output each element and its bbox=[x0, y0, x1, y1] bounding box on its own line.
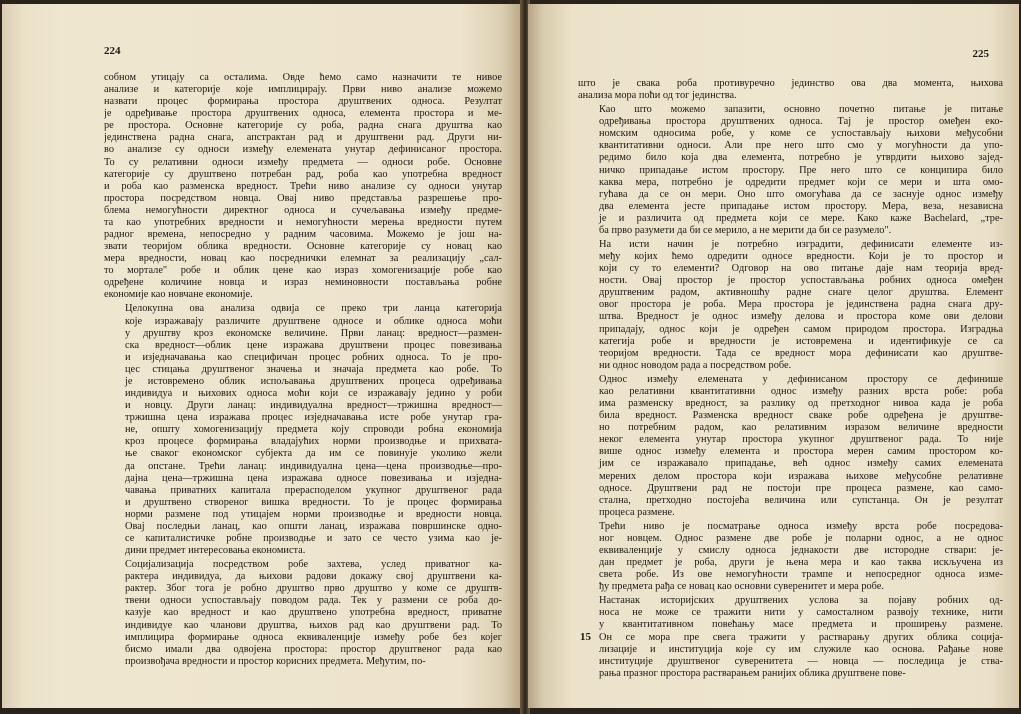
paragraph bbox=[578, 595, 1003, 680]
text-line: више однос између елемента и простора мерен самим простором ко- bbox=[599, 446, 1003, 458]
text-line: које изражавају различите друштвене односе и облике односа моћи bbox=[125, 315, 502, 327]
text-line: Као што можемо запазити, основно почетно питање је питање bbox=[599, 104, 1003, 116]
text-line: ног новцем. Однос размене две робе је поларни однос, а не однос bbox=[599, 532, 1003, 544]
text-line: то мортале" робе и облик цене као израз хомогенизације робе као bbox=[104, 265, 502, 277]
text-line: индивидуа и њихових односа моћи који се изражавају једино у роби bbox=[125, 388, 502, 400]
text-line: анализа мора поћи од тог јединства. bbox=[578, 90, 737, 102]
text-line: лизације и институција које су им служиле као основа. Рађање нове bbox=[599, 643, 1003, 655]
text-line: света робе. Из ове немогућности трампе и непосредног односа изме- bbox=[599, 569, 1003, 581]
text-line: и роба као разменска вредност. Трећи ниво анализе су односи унутар bbox=[104, 180, 502, 192]
text-line: у квантитативном повећању масе предмета и проширењу размене. bbox=[599, 619, 1003, 631]
text-line: Настанак историјских друштвених услова за појаву робних од- bbox=[599, 595, 1003, 607]
paragraph bbox=[578, 521, 1003, 593]
text-line: Однос између елемената у дефинисаном простору се дефинише bbox=[599, 373, 1003, 385]
text-line: је истовремено облик испољавања друштвених процеса одређивања bbox=[125, 375, 502, 387]
text-line: индивидуе као чланови друштва, њихов рад као друштвени рад. То bbox=[125, 619, 502, 631]
text-line: категија робе и вредности је истовремена и идентификује се са bbox=[599, 335, 1003, 347]
text-line: припадају, однос који је одређен самом природом простора. Изградња bbox=[599, 323, 1003, 335]
text-line: блема немогућности директног односа и сучељавања између предме- bbox=[104, 204, 502, 216]
text-line: у друштву кроз економске величине. Први ланац: вредност—размен- bbox=[125, 327, 502, 339]
text-line: мера вредности, новац као посреднички елемнат за реализацију „сал- bbox=[104, 253, 502, 265]
left-page bbox=[2, 4, 522, 708]
text-line: штва. Вредност је однос између делова и простора коме ови делови bbox=[599, 311, 1003, 323]
text-line: који су то елементи? Одговор на ово питање даје нам теорија вред- bbox=[599, 263, 1003, 275]
text-line: овог простора је роба. Мера простора је јединствена радна снага дру- bbox=[599, 299, 1003, 311]
text-line: произвођача вредности и простор корисних предмета. Међутим, по- bbox=[125, 655, 426, 667]
text-line: јим се изражавало припадање, већ однос између самих елемената bbox=[599, 458, 1003, 470]
text-line: друштвеним радом, активношћу радне снаге целог друштва. Елемент bbox=[599, 287, 1003, 299]
text-line: одређивања простора друштвених односа. Тај је простор омеђен еко- bbox=[599, 116, 1003, 128]
text-line: дан предмет је роба, други је њена мера и као таква искључена из bbox=[599, 557, 1003, 569]
text-line: казује као вредност и као друштвено употребна вредност, приватне bbox=[125, 607, 502, 619]
text-line: ности. Овај простор је простор успостављања робних односа омеђен bbox=[599, 275, 1003, 287]
text-line: ре простора. Основне категорије су роба, радна снага друштва као bbox=[104, 120, 502, 132]
text-line: ба прво разумети да би се мерило, а не мерити да би се разумело". bbox=[599, 224, 892, 236]
text-line: се капиталистичке робне производње и зато се често узима као је- bbox=[125, 532, 502, 544]
text-line: имплицира формирање односа еквиваленције између робе без којег bbox=[125, 631, 502, 643]
text-line: То су релативни односи између предмета — односи робе. Основне bbox=[104, 156, 502, 168]
text-line: каква мера, потребно је одредити предмет који се мери и шта омо- bbox=[599, 176, 1003, 188]
text-line: редимо било која два елемента, потребно је утврдити њихово заjед- bbox=[599, 152, 1003, 164]
text-line: да опстане. Трећи ланац: индивидуална цена—цена производње—про- bbox=[125, 460, 502, 472]
text-line: гућава да се он мери. Оно што омогућава да се заснује однос између bbox=[599, 188, 1003, 200]
text-line: и друштвено створеног вишка вредности. То је процес формирања bbox=[125, 496, 502, 508]
right-page-text bbox=[578, 78, 1003, 680]
text-line: собном утицају са осталима. Овде ћемо само назначити те нивое bbox=[104, 72, 502, 83]
text-line: има разменску вредност, за разлику од претходног нивоа када је роба bbox=[599, 398, 1003, 410]
text-line: процеса размене. bbox=[599, 506, 675, 518]
text-line: два елемента јесте припадање истом простору. Мера, веза, независна bbox=[599, 200, 1003, 212]
text-line: мерених делом простора који изражава њихове међусобне релативне bbox=[599, 470, 1003, 482]
left-page-text bbox=[104, 72, 502, 668]
text-line: ње сваког економског субјекта да им се повинује уколико жели bbox=[125, 448, 502, 460]
paragraph bbox=[578, 239, 1003, 372]
text-line: рања празног простора растварањем ранијих облика друштвене пове- bbox=[599, 667, 906, 679]
text-line: је и различита од предмета који се мере. Како каже Bachelard, „тре- bbox=[599, 212, 1003, 224]
text-line: била вредност. Разменска вредност сваке робе одређена је друштве- bbox=[599, 410, 1003, 422]
text-line: економије као новчане економије. bbox=[104, 289, 253, 301]
text-line: јединствена радна снага, апстрактан рад и друштвени рад. Други ни- bbox=[104, 132, 502, 144]
paragraph bbox=[104, 303, 502, 557]
right-page-folio: 15 bbox=[580, 631, 591, 643]
text-line: ђу предмета рађа се новац као основни суверенитет и мера робе. bbox=[599, 581, 884, 593]
text-line: назвати процес формирања простора друштвених односа. Резултат bbox=[104, 96, 502, 108]
text-line: стална, претходно постојећа величина или супстанца. Он је резултат bbox=[599, 494, 1003, 506]
text-line: међу којих ћемо одредити односе вредности. Који је то простор и bbox=[599, 251, 1003, 263]
text-line: теоријом вредности. Тада се вредност мора дефинисати као друштве- bbox=[599, 347, 1003, 359]
text-line: но потребним радом, као релативним изразом величине вредности bbox=[599, 422, 1003, 434]
text-line: На исти начин је потребно изградити, дефинисати елементе из- bbox=[599, 239, 1003, 251]
left-page-number: 224 bbox=[104, 45, 121, 57]
text-line: што је свака роба противуречно јединство ова два момента, њихова bbox=[578, 78, 1003, 89]
text-line: Овај последњи ланац, као општи ланац, изражава површинске одно- bbox=[125, 520, 502, 532]
text-line: рактер. Због тога је робно друштво прво друштво у коме се друштв- bbox=[125, 583, 502, 595]
text-line: во анализе су односи између елемената унутар дефинисаног простора. bbox=[104, 144, 502, 156]
right-page-number: 225 bbox=[972, 48, 989, 60]
text-line: Целокупна ова анализа одвија се преко три ланца категорија bbox=[125, 303, 502, 315]
text-line: ни однос новодом рада а посредством робе. bbox=[599, 359, 792, 371]
text-line: Трећи ниво је посматрање односа између врста робе посредова- bbox=[599, 520, 1003, 532]
text-line: дини предмет интересовања економиста. bbox=[125, 545, 306, 557]
text-line: категорије су друштвено потребан рад, роба као употребна вредност bbox=[104, 168, 502, 180]
text-line: носа не може се тражити нити у самосталном развоју технике, нити bbox=[599, 607, 1003, 619]
text-line: дајна цена—тржишна цена изражава односе повезивања и изједна- bbox=[125, 472, 502, 484]
paragraph bbox=[578, 78, 1003, 102]
text-line: рактера индивидуа, да њихови радови докажу свој друштвени ка- bbox=[125, 571, 502, 583]
text-line: номским односима робе, у коме се успостављају њихови међусобни bbox=[599, 128, 1003, 140]
text-line: неког елемента унутар простора укупног друштвеног рада. То није bbox=[599, 434, 1003, 446]
text-line: институције друштвеног суверенитета — новца — последица је ства- bbox=[599, 655, 1003, 667]
text-line: твени односи успостављају поводом рада. Тек у размени се роба до- bbox=[125, 595, 502, 607]
text-line: Социјализација посредством робе захтева, услед приватног ка- bbox=[125, 559, 502, 571]
paragraph bbox=[104, 559, 502, 668]
text-line: односе. Друштвени рад не постоји пре процеса размене, као само- bbox=[599, 482, 1003, 494]
text-line: ничко припадање истом простору. Пре него што се конципира било bbox=[599, 164, 1003, 176]
text-line: тржишна цена изражава процес изједначавања исте робе унутар гра- bbox=[125, 412, 502, 424]
text-line: кроз процесе формирања владајућих норми производње и прихвата- bbox=[125, 436, 502, 448]
text-line: цес стицања друштвеног значења и значаја предмета као робе. То bbox=[125, 363, 502, 375]
text-line: ска вредност—облик цене изражава друштвени процес повезивања bbox=[125, 339, 502, 351]
text-line: и изједначавања као специфичан процес робних односа. То је про- bbox=[125, 351, 502, 363]
text-line: квантитативни односи. Али пре него што смо у могућности да упо- bbox=[599, 140, 1003, 152]
text-line: Он се мора пре свега тражити у растварању других облика соција- bbox=[599, 631, 1003, 643]
paragraph bbox=[578, 104, 1003, 237]
paragraph bbox=[578, 374, 1003, 519]
text-line: чавања приватних капитала прерасподелом укупног друштвеног рада bbox=[125, 484, 502, 496]
text-line: анализе и категорије које имплицирају. Први ниво анализе можемо bbox=[104, 84, 502, 96]
text-line: је одређивање простора друштвених односа, елемента простора и ме- bbox=[104, 108, 502, 120]
text-line: та као употребних вредности и немогућности мерења вредности путем bbox=[104, 216, 502, 228]
text-line: норми размене под утицајем норми производње и вредности новца. bbox=[125, 508, 502, 520]
text-line: еквиваленције у смислу односа једнакости две истородне ствари: је- bbox=[599, 544, 1003, 556]
right-page bbox=[528, 4, 1019, 708]
text-line: простора посредством новца. Овај ниво представља разрешење про- bbox=[104, 192, 502, 204]
text-line: бисмо имали два одвојена простора: простор друштвеног рада као bbox=[125, 643, 502, 655]
paragraph bbox=[104, 72, 502, 301]
text-line: звати теоријом облика вредности. Основне категорије су новац као bbox=[104, 241, 502, 253]
text-line: одређене количине новца и израз неминовности постављања робне bbox=[104, 277, 502, 289]
text-line: као релативни квантитативни однос између разних врста робе: роба bbox=[599, 385, 1003, 397]
text-line: радног времена, непосредно у радним часовима. Можемо је још на- bbox=[104, 229, 502, 241]
text-line: и новцу. Други ланац: индивидуална вредност—тржишна вредност— bbox=[125, 400, 502, 412]
text-line: не, општу хомогенизацију предмета коју спроводи робна економија bbox=[125, 424, 502, 436]
